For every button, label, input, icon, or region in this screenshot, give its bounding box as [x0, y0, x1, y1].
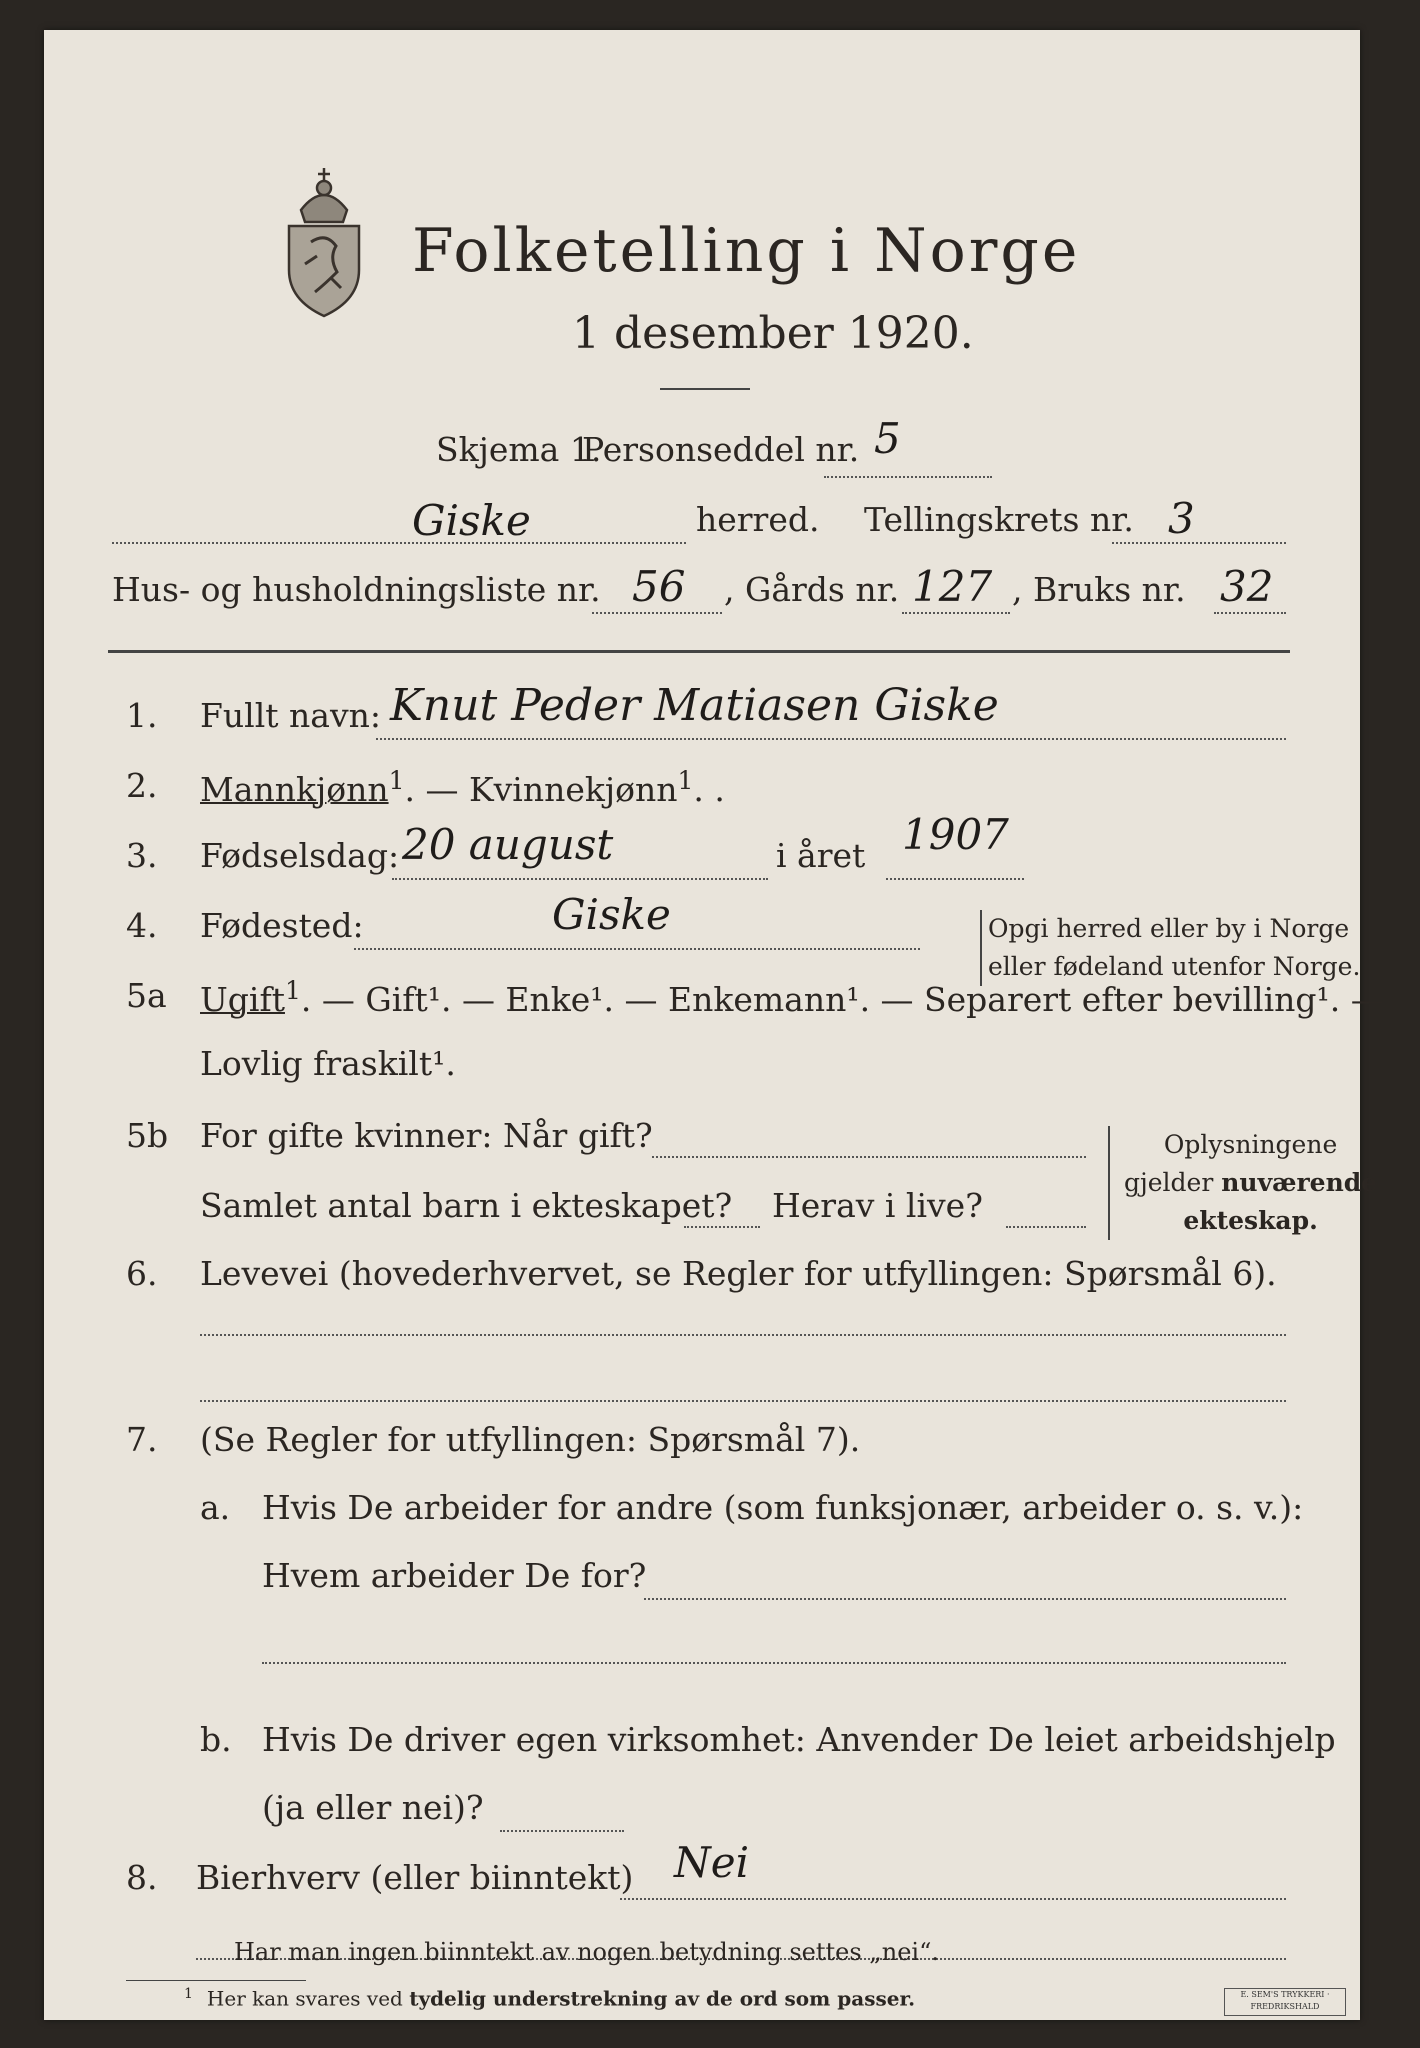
q5b-barn-dotted-line — [684, 1226, 760, 1228]
footer-note: Har man ingen biinntekt av nogen betydning settes „nei“. — [234, 1938, 939, 1966]
q3-year-label: i året — [776, 836, 866, 875]
q5b-line2b: Herav i live? — [772, 1186, 983, 1225]
husholdningsliste-dotted-line — [592, 612, 722, 614]
q8-label: Bierhverv (eller biinntekt) — [196, 1858, 634, 1897]
mannkjonn-option[interactable]: Mannkjønn — [200, 770, 389, 809]
herred-label: herred. — [696, 500, 820, 539]
q7b-line1: Hvis De driver egen virksomhet: Anvender De leiet arbeidshjelp — [262, 1720, 1336, 1759]
title-divider — [660, 388, 750, 390]
q1-label: Fullt navn: — [200, 696, 381, 735]
skjema-label: Skjema 1. — [436, 430, 602, 469]
q5a-options: Ugift$^1$. — Gift¹. — Enke¹. — Enkemann¹. — Separert efter bevilling¹. — — [200, 976, 1384, 1019]
personseddel-dotted-line — [824, 476, 992, 478]
q5b-live-dotted-line — [1006, 1226, 1086, 1228]
gards-label: , Gårds nr. — [724, 570, 900, 609]
bruks-value[interactable]: 32 — [1220, 562, 1274, 611]
gards-dotted-line — [902, 612, 1010, 614]
kvinnekjonn-option[interactable]: Kvinnekjønn — [468, 770, 678, 809]
q2-number: 2. — [126, 766, 158, 805]
q5b-note: Oplysningene gjelder nuværende ekteskap. — [1108, 1126, 1377, 1240]
q3-label: Fødselsdag: — [200, 836, 400, 875]
bruks-label: , Bruks nr. — [1012, 570, 1186, 609]
birthday-value[interactable]: 20 august — [402, 820, 614, 869]
q1-number: 1. — [126, 696, 158, 735]
q5b-number: 5b — [126, 1116, 169, 1155]
q7a-answer-line-2 — [262, 1662, 1286, 1664]
tellingskrets-value[interactable]: 3 — [1168, 494, 1195, 543]
q6-label: Levevei (hovederhvervet, se Regler for utfyllingen: Spørsmål 6). — [200, 1254, 1277, 1293]
q7b-line2: (ja eller nei)? — [262, 1788, 484, 1827]
q7a-dotted-line — [644, 1598, 1286, 1600]
gards-value[interactable]: 127 — [912, 562, 993, 611]
herred-value[interactable]: Giske — [412, 496, 531, 545]
q3-number: 3. — [126, 836, 158, 875]
herred-dotted-line — [112, 542, 686, 544]
form-title: Folketelling i Norge — [412, 216, 1081, 286]
husholdningsliste-label: Hus- og husholdningsliste nr. — [112, 570, 601, 609]
footnote: $^1$ Her kan svares ved tydelig understrekning av de ord som passer. — [184, 1986, 916, 2011]
coat-of-arms-icon — [281, 160, 367, 320]
q7-number: 7. — [126, 1420, 158, 1459]
q5b-line1: For gifte kvinner: Når gift? — [200, 1116, 653, 1155]
q3-year-dotted-line — [886, 878, 1024, 880]
q4-dotted-line — [354, 948, 920, 950]
q4-label: Fødested: — [200, 906, 364, 945]
birthplace-value[interactable]: Giske — [552, 890, 671, 939]
personseddel-value[interactable]: 5 — [874, 414, 901, 463]
full-name-value[interactable]: Knut Peder Matiasen Giske — [390, 680, 999, 731]
q5b-gift-dotted-line — [652, 1156, 1086, 1158]
q7a-letter: a. — [200, 1488, 231, 1527]
q8-number: 8. — [126, 1858, 158, 1897]
tellingskrets-dotted-line — [1112, 542, 1286, 544]
q2-options: Mannkjønn$^1$. — Kvinnekjønn$^1$. . — [200, 766, 725, 809]
q7b-letter: b. — [200, 1720, 232, 1759]
birth-year-value[interactable]: 1907 — [902, 810, 1009, 859]
q5a-number: 5a — [126, 976, 167, 1015]
q5b-line2a: Samlet antal barn i ekteskapet? — [200, 1186, 733, 1225]
q4-note: Opgi herred eller by i Norge eller fødeland utenfor Norge. — [980, 910, 1360, 986]
printer-stamp: E. SEM'S TRYKKERI · FREDRIKSHALD — [1224, 1988, 1346, 2016]
ugift-option[interactable]: Ugift — [200, 980, 285, 1019]
q7a-line2: Hvem arbeider De for? — [262, 1556, 647, 1595]
q6-number: 6. — [126, 1254, 158, 1293]
q1-dotted-line — [376, 738, 1286, 740]
q3-day-dotted-line — [392, 878, 768, 880]
q5a-line2: Lovlig fraskilt¹. — [200, 1044, 456, 1083]
form-date: 1 desember 1920. — [572, 308, 974, 359]
q7a-line1: Hvis De arbeider for andre (som funksjonær, arbeider o. s. v.): — [262, 1488, 1304, 1527]
footnote-rule — [126, 1980, 306, 1981]
tellingskrets-label: Tellingskrets nr. — [864, 500, 1134, 539]
bruks-dotted-line — [1214, 612, 1286, 614]
q7-label: (Se Regler for utfyllingen: Spørsmål 7). — [200, 1420, 861, 1459]
bierhverv-value[interactable]: Nei — [674, 1838, 750, 1887]
q8-dotted-line — [620, 1898, 1286, 1900]
personseddel-label: Personseddel nr. — [582, 430, 860, 469]
q6-answer-line-1 — [200, 1334, 1286, 1336]
q4-number: 4. — [126, 906, 158, 945]
q7b-dotted-line — [500, 1830, 624, 1832]
census-form — [44, 30, 1384, 2020]
q6-answer-line-2 — [200, 1400, 1286, 1402]
husholdningsliste-value[interactable]: 56 — [632, 562, 686, 611]
header-rule — [108, 650, 1290, 653]
